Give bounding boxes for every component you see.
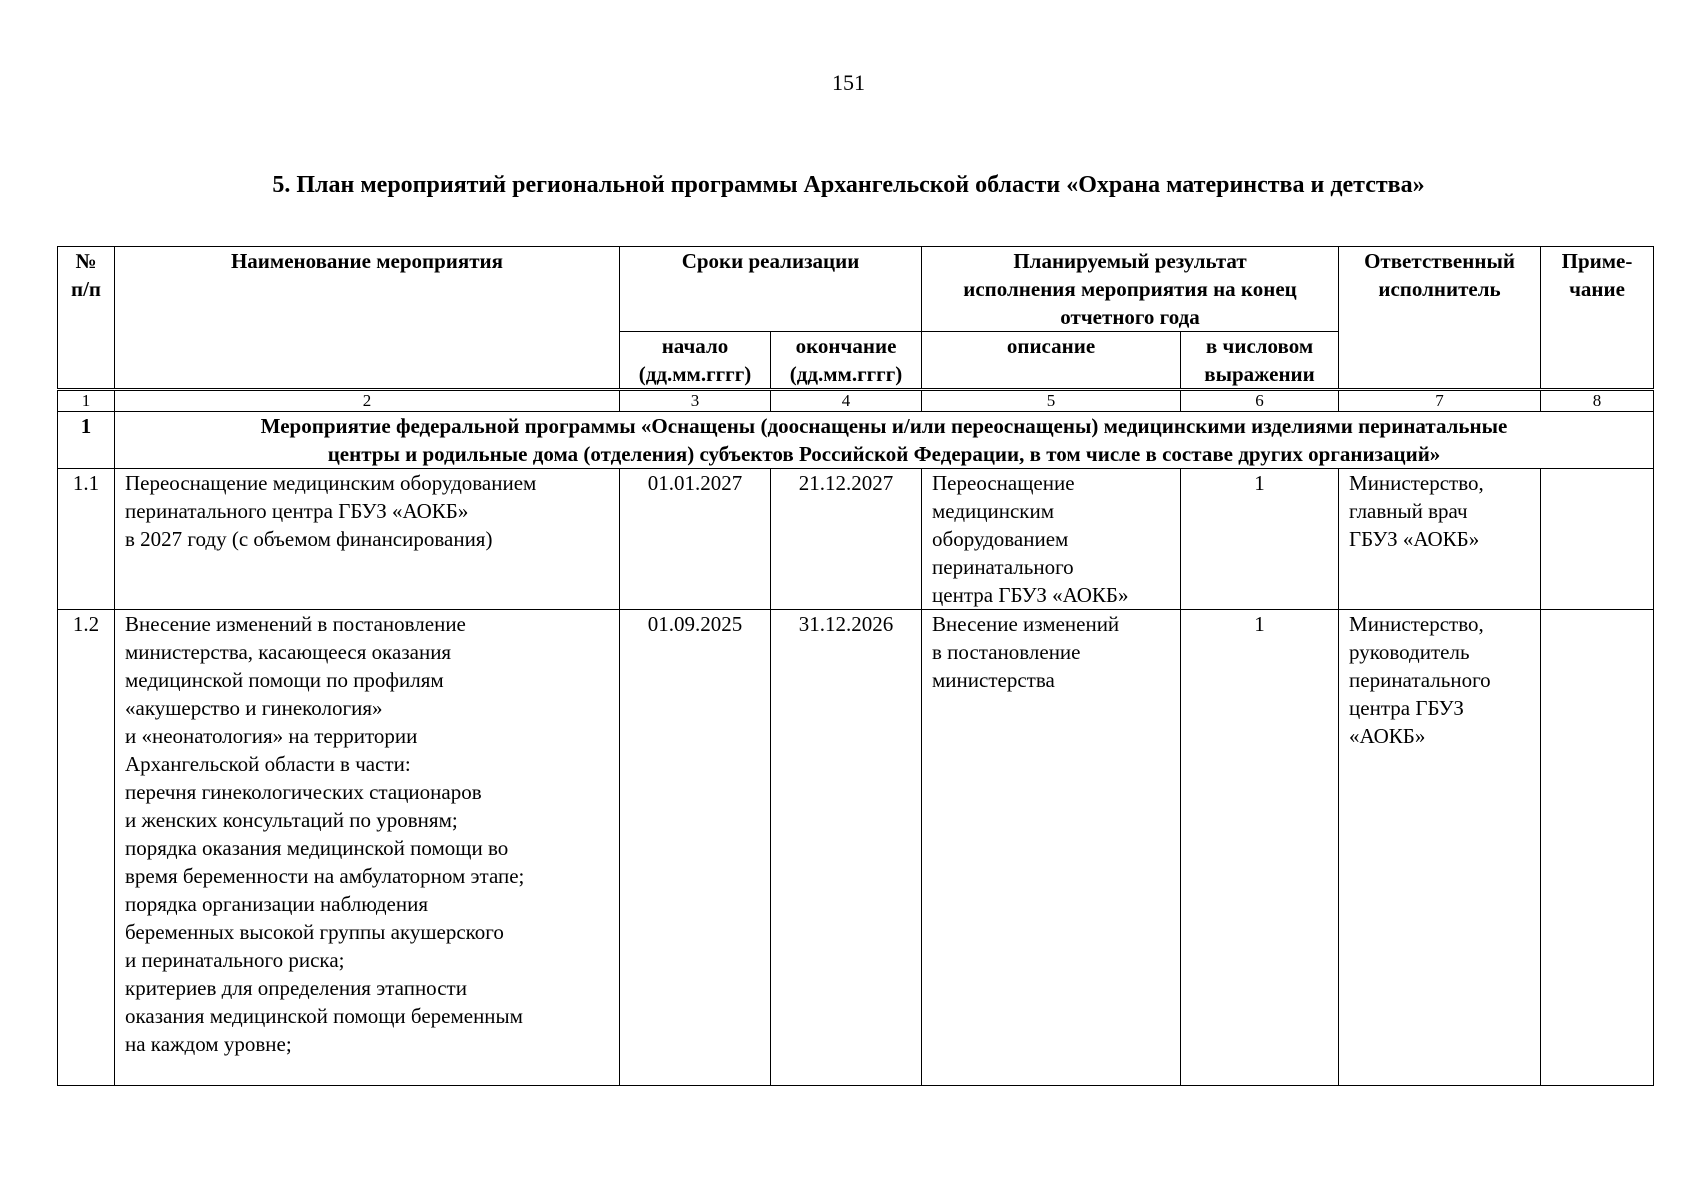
table-row	[58, 610, 1654, 1086]
row-note	[1541, 610, 1654, 1086]
header-numeric: в числовом выражении	[1181, 332, 1339, 390]
row-note	[1541, 469, 1654, 610]
column-numbers-row	[58, 390, 1654, 412]
column-number: 6	[1181, 390, 1339, 412]
row-responsible: Министерство, руководитель перинатального центра ГБУЗ «АОКБ»	[1339, 610, 1541, 1086]
header-responsible: Ответственный исполнитель	[1339, 247, 1541, 390]
header-result: Планируемый результат исполнения мероприятия на конец отчетного года	[922, 247, 1339, 332]
document-title: 5. План мероприятий региональной программы Архангельской области «Охрана материнства и детства»	[272, 172, 1425, 198]
row-number: 1.1	[58, 469, 115, 610]
row-number: 1.2	[58, 610, 115, 1086]
column-number: 7	[1339, 390, 1541, 412]
table-row	[58, 469, 1654, 610]
row-end-date: 21.12.2027	[771, 469, 922, 610]
row-numeric: 1	[1181, 469, 1339, 610]
column-number: 8	[1541, 390, 1654, 412]
column-number: 1	[58, 390, 115, 412]
row-description: Внесение изменений в постановление министерства	[922, 610, 1181, 1086]
column-number: 2	[115, 390, 620, 412]
column-number: 5	[922, 390, 1181, 412]
section-number: 1	[58, 412, 115, 469]
row-responsible: Министерство, главный врач ГБУЗ «АОКБ»	[1339, 469, 1541, 610]
header-start: начало (дд.мм.гггг)	[620, 332, 771, 390]
section-title: Мероприятие федеральной программы «Оснащены (дооснащены и/или переоснащены) медицинскими изделиями перинатальные центры и родильные дома (отделения) субъектов Российской Федерации, в том числе в составе других организаций»	[115, 412, 1654, 469]
row-name: Переоснащение медицинским оборудованием перинатального центра ГБУЗ «АОКБ» в 2027 году (с объемом финансирования)	[115, 469, 620, 610]
column-number: 3	[620, 390, 771, 412]
header-description: описание	[922, 332, 1181, 390]
row-name: Внесение изменений в постановление министерства, касающееся оказания медицинской помощи по профилям «акушерство и гинекология» и «неонатология» на территории Архангельской области в части: перечня гинекологических стационаров и женских консультаций по уровням; порядка оказания медицинской помощи во время беременности на амбулаторном этапе; порядка организации наблюдения беременных высокой группы акушерского и перинатального риска; критериев для определения этапности оказания медицинской помощи беременным на каждом уровне;	[115, 610, 620, 1086]
header-name: Наименование мероприятия	[115, 247, 620, 390]
header-num: № п/п	[58, 247, 115, 390]
column-number: 4	[771, 390, 922, 412]
page-number: 151	[832, 70, 865, 95]
plan-table	[57, 246, 1654, 1086]
header-terms: Сроки реализации	[620, 247, 922, 332]
section-row	[58, 412, 1654, 469]
row-numeric: 1	[1181, 610, 1339, 1086]
row-end-date: 31.12.2026	[771, 610, 922, 1086]
row-description: Переоснащение медицинским оборудованием перинатального центра ГБУЗ «АОКБ»	[922, 469, 1181, 610]
header-end: окончание (дд.мм.гггг)	[771, 332, 922, 390]
row-start-date: 01.09.2025	[620, 610, 771, 1086]
row-start-date: 01.01.2027	[620, 469, 771, 610]
header-note: Приме- чание	[1541, 247, 1654, 390]
